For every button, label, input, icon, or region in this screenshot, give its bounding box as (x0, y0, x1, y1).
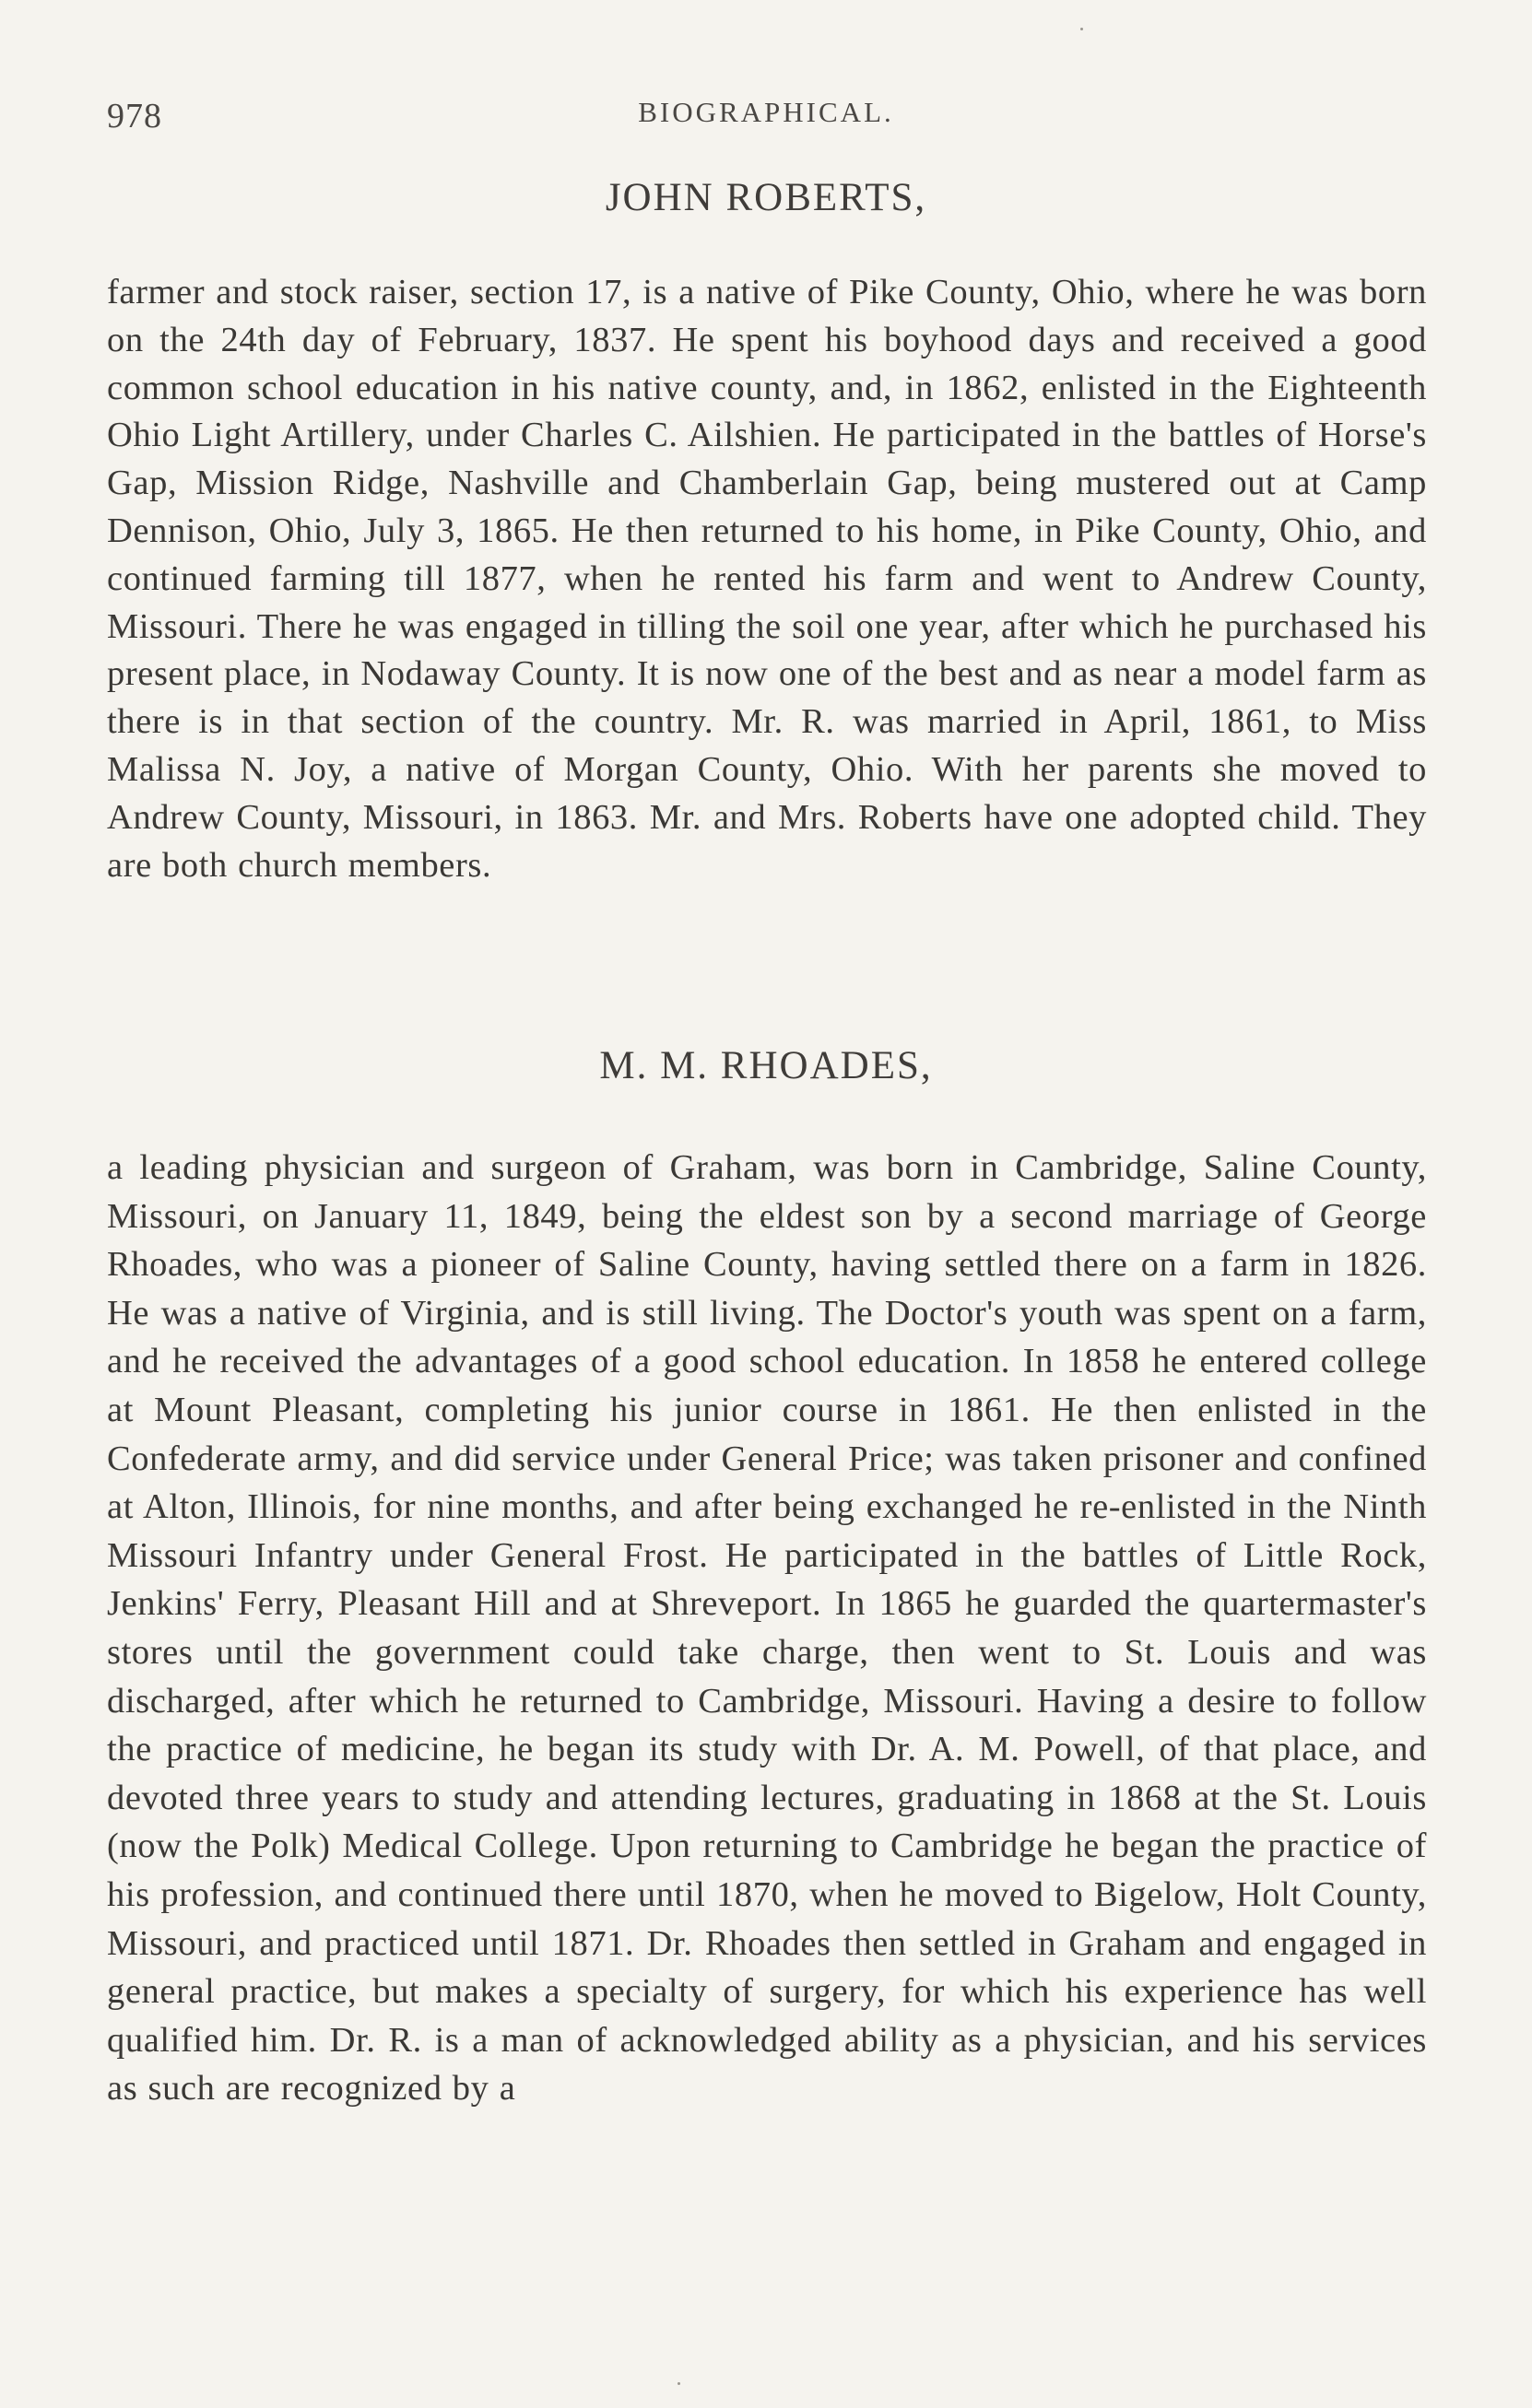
paper-speck (678, 2382, 680, 2385)
entry-text-m-m-rhoades: a leading physician and surgeon of Graham, was born in Cambridge, Saline County, Missouri, on January 11, 1849, being the eldest son by a second marriage of George Rhoades, who was a pioneer of Saline County, having settled there on a farm in 1826. He was a native of Virginia, and is still living. The Doctor's youth was spent on a farm, and he received the advantages of a good school education. In 1858 he entered college at Mount Pleasant, completing his junior course in 1861. He then enlisted in the Confederate army, and did service under General Price; was taken prisoner and confined at Alton, Illinois, for nine months, and after being exchanged he re-enlisted in the Ninth Missouri Infantry under General Frost. He participated in the battles of Little Rock, Jenkins' Ferry, Pleasant Hill and at Shreveport. In 1865 he guarded the quartermaster's stores until the government could take charge, then went to St. Louis and was discharged, after which he returned to Cambridge, Missouri. Having a desire to follow the practice of medicine, he began its study with Dr. A. M. Powell, of that place, and devoted three years to study and attending lectures, graduating in 1868 at the St. Louis (now the Polk) Medical College. Upon returning to Cambridge he began the practice of his profession, and continued there until 1870, when he moved to Bigelow, Holt County, Missouri, and practiced until 1871. Dr. Rhoades then settled in Graham and engaged in general practice, but makes a specialty of surgery, for which his experience has well qualified him. Dr. R. is a man of acknowledged ability as a physician, and his services as such are recognized by a (107, 1148, 1427, 2108)
running-head: BIOGRAPHICAL. (638, 96, 894, 128)
entry-heading-m-m-rhoades: M. M. RHOADES, (599, 1044, 933, 1087)
entry-text-john-roberts: farmer and stock raiser, section 17, is a native of Pike County, Ohio, where he was born on the 24th day of February, 1837. He spent his boyhood days and received a good common school education in his native county, and, in 1862, enlisted in the Eighteenth Ohio Light Artillery, under Charles C. Ailshien. He participated in the battles of Horse's Gap, Mission Ridge, Nashville and Chamberlain Gap, being mustered out at Camp Dennison, Ohio, July 3, 1865. He then returned to his home, in Pike County, Ohio, and continued farming till 1877, when he rented his farm and went to Andrew County, Missouri. There he was engaged in tilling the soil one year, after which he purchased his present place, in Nodaway County. It is now one of the best and as near a model farm as there is in that section of the country. Mr. R. was married in April, 1861, to Miss Malissa N. Joy, a native of Morgan County, Ohio. With her parents she moved to Andrew County, Missouri, in 1863. Mr. and Mrs. Roberts have one adopted child. They are both church members. (107, 273, 1427, 885)
page-number: 978 (107, 97, 162, 135)
paper-speck (1080, 28, 1083, 30)
entry-heading-john-roberts: JOHN ROBERTS, (605, 176, 927, 219)
